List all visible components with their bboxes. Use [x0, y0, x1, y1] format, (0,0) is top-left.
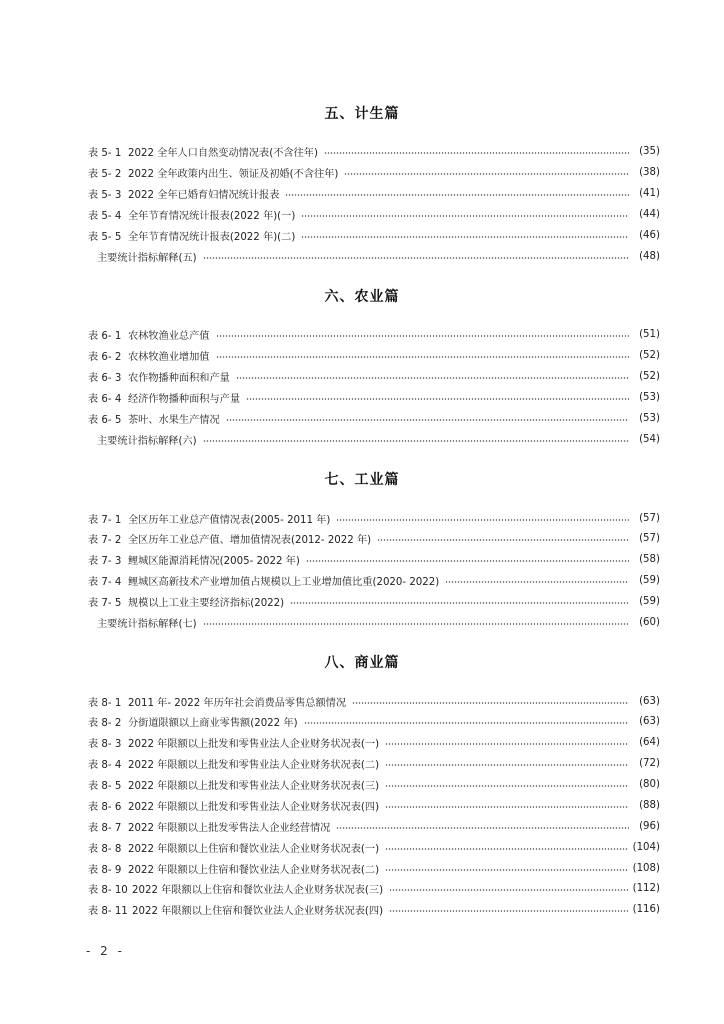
- entry-title: 2022 年限额以上批发和零售业法人企业财务状况表(二): [128, 759, 380, 771]
- entry-title: 2022 全年已婚育妇情况统计报表: [128, 189, 280, 201]
- dot-leader: [290, 601, 629, 605]
- entry-title: 全区历年工业总产值、增加值情况表(2012- 2022 年): [128, 534, 372, 546]
- toc-note-entry[interactable]: [97, 248, 660, 264]
- dot-leader: [352, 701, 629, 705]
- table-number: 表 5- 4: [88, 210, 122, 222]
- entry-title: 分街道限额以上商业零售额(2022 年): [128, 717, 298, 729]
- section-heading: 七、工业篇: [324, 472, 400, 488]
- section-heading: 六、农业篇: [324, 289, 400, 305]
- entry-title: 规模以上工业主要经济指标(2022): [128, 597, 285, 609]
- page-ref: (51): [639, 328, 660, 340]
- dot-leader: [246, 397, 629, 401]
- dot-leader: [385, 742, 629, 746]
- toc-entry[interactable]: [88, 185, 660, 201]
- table-number: 表 5- 2: [88, 168, 122, 180]
- entry-title: 2022 年限额以上批发和零售业法人企业财务状况表(三): [128, 780, 380, 792]
- toc-entry[interactable]: [88, 818, 660, 834]
- table-number: 表 7- 4: [88, 576, 122, 588]
- dot-leader: [304, 721, 629, 725]
- toc-entry[interactable]: [88, 368, 660, 384]
- table-number: 表 6- 4: [88, 393, 122, 405]
- entry-title: 全年节育情况统计报表(2022 年)(一): [128, 210, 296, 222]
- page-ref: (57): [639, 512, 660, 524]
- toc-entry[interactable]: [88, 693, 660, 709]
- table-number: 表 7- 5: [88, 597, 122, 609]
- table-number: 表 8- 2: [88, 717, 122, 729]
- page-ref: (88): [639, 799, 660, 811]
- dot-leader: [389, 888, 628, 892]
- toc-entry[interactable]: [88, 734, 660, 750]
- page-ref: (116): [632, 903, 660, 915]
- page-ref: (59): [639, 574, 660, 586]
- page-ref: (72): [639, 757, 660, 769]
- toc-entry[interactable]: [88, 839, 660, 855]
- dot-leader: [389, 909, 628, 913]
- page-ref: (104): [632, 841, 660, 853]
- dot-leader: [203, 439, 629, 443]
- toc-entry[interactable]: [88, 572, 660, 588]
- entry-title: 鲤城区能源消耗情况(2005- 2022 年): [128, 555, 300, 567]
- entry-title: 2022 全年人口自然变动情况表(不含往年): [128, 147, 318, 159]
- table-number: 表 8- 3: [88, 738, 122, 750]
- table-number: 表 8- 5: [88, 780, 122, 792]
- toc-entry[interactable]: [88, 530, 660, 546]
- dot-leader: [324, 151, 629, 155]
- dot-leader: [236, 376, 629, 380]
- toc-entry[interactable]: [88, 901, 660, 917]
- toc-entry[interactable]: [88, 776, 660, 792]
- entry-title: 鲤城区高新技术产业增加值占规模以上工业增加值比重(2020- 2022): [128, 576, 440, 588]
- table-number: 表 8- 6: [88, 801, 122, 813]
- table-number: 表 7- 1: [88, 514, 122, 526]
- toc-entry[interactable]: [88, 510, 660, 526]
- page-ref: (57): [639, 532, 660, 544]
- table-number: 表 8- 9: [88, 864, 122, 876]
- entry-title: 2022 年限额以上住宿和餐饮业法人企业财务状况表(三): [132, 884, 384, 896]
- table-number: 表 8- 8: [88, 843, 122, 855]
- table-number: 表 5- 5: [88, 231, 122, 243]
- page-ref: (54): [639, 433, 660, 445]
- dot-leader: [385, 847, 628, 851]
- toc-note-entry[interactable]: [97, 614, 660, 630]
- dot-leader: [445, 580, 629, 584]
- table-number: 表 7- 2: [88, 534, 122, 546]
- dot-leader: [203, 622, 629, 626]
- page-ref: (63): [639, 695, 660, 707]
- entry-title: 2022 年限额以上住宿和餐饮业法人企业财务状况表(一): [128, 843, 380, 855]
- toc-entry[interactable]: [88, 551, 660, 567]
- page-ref: (53): [639, 391, 660, 403]
- dot-leader: [385, 805, 629, 809]
- dot-leader: [344, 172, 629, 176]
- entry-title: 经济作物播种面积与产量: [128, 393, 241, 405]
- toc-entry[interactable]: [88, 206, 660, 222]
- table-number: 表 8- 1: [88, 697, 122, 709]
- dot-leader: [216, 334, 630, 338]
- entry-title: 主要统计指标解释(六): [97, 435, 197, 447]
- page-ref: (80): [639, 778, 660, 790]
- entry-title: 2022 全年政策内出生、领证及初婚(不含往年): [128, 168, 339, 180]
- entry-title: 2022 年限额以上住宿和餐饮业法人企业财务状况表(四): [132, 905, 384, 917]
- entry-title: 2022 年限额以上批发和零售业法人企业财务状况表(一): [128, 738, 380, 750]
- toc-entry[interactable]: [88, 593, 660, 609]
- page-ref: (58): [639, 553, 660, 565]
- toc-entry[interactable]: [88, 410, 660, 426]
- entry-title: 全年节育情况统计报表(2022 年)(二): [128, 231, 296, 243]
- entry-title: 主要统计指标解释(五): [97, 252, 197, 264]
- table-number: 表 5- 3: [88, 189, 122, 201]
- page-ref: (41): [639, 187, 660, 199]
- page-number: - 2 -: [86, 944, 125, 958]
- section-heading: 五、计生篇: [324, 106, 400, 122]
- toc-entry[interactable]: [88, 227, 660, 243]
- table-number: 表 8- 10: [88, 884, 128, 896]
- page-ref: (53): [639, 412, 660, 424]
- toc-entry[interactable]: [88, 326, 660, 342]
- entry-title: 2022 年限额以上批发零售法人企业经营情况: [128, 822, 331, 834]
- table-number: 表 6- 1: [88, 330, 122, 342]
- dot-leader: [301, 235, 629, 239]
- page-ref: (35): [639, 145, 660, 157]
- dot-leader: [385, 763, 629, 767]
- entry-title: 2011 年- 2022 年历年社会消费品零售总额情况: [128, 697, 347, 709]
- table-number: 表 8- 11: [88, 905, 128, 917]
- dot-leader: [306, 559, 629, 563]
- toc-entry[interactable]: [88, 143, 660, 159]
- toc-entry[interactable]: [88, 164, 660, 180]
- table-number: 表 6- 3: [88, 372, 122, 384]
- dot-leader: [385, 784, 629, 788]
- page-ref: (60): [639, 616, 660, 628]
- page-ref: (64): [639, 736, 660, 748]
- page-ref: (96): [639, 820, 660, 832]
- toc-note-entry[interactable]: [97, 431, 660, 447]
- entry-title: 2022 年限额以上住宿和餐饮业法人企业财务状况表(二): [128, 864, 380, 876]
- toc-entry[interactable]: [88, 713, 660, 729]
- table-number: 表 8- 7: [88, 822, 122, 834]
- page-ref: (44): [639, 208, 660, 220]
- page-ref: (46): [639, 229, 660, 241]
- toc-entry[interactable]: [88, 860, 660, 876]
- dot-leader: [216, 355, 630, 359]
- dot-leader: [377, 538, 629, 542]
- toc-entry[interactable]: [88, 347, 660, 363]
- toc-entry[interactable]: [88, 755, 660, 771]
- dot-leader: [301, 214, 629, 218]
- dot-leader: [336, 518, 629, 522]
- table-number: 表 7- 3: [88, 555, 122, 567]
- table-number: 表 5- 1: [88, 147, 122, 159]
- entry-title: 茶叶、水果生产情况: [128, 414, 220, 426]
- dot-leader: [285, 193, 629, 197]
- toc-entry[interactable]: [88, 797, 660, 813]
- page-ref: (63): [639, 715, 660, 727]
- entry-title: 全区历年工业总产值情况表(2005- 2011 年): [128, 514, 331, 526]
- page-ref: (112): [632, 882, 660, 894]
- page-ref: (38): [639, 166, 660, 178]
- entry-title: 农作物播种面积和产量: [128, 372, 230, 384]
- dot-leader: [203, 256, 629, 260]
- table-number: 表 6- 2: [88, 351, 122, 363]
- entry-title: 主要统计指标解释(七): [97, 618, 197, 630]
- page-ref: (48): [639, 250, 660, 262]
- dot-leader: [385, 868, 628, 872]
- dot-leader: [226, 418, 629, 422]
- dot-leader: [336, 826, 629, 830]
- table-number: 表 6- 5: [88, 414, 122, 426]
- page-ref: (59): [639, 595, 660, 607]
- section-heading: 八、商业篇: [324, 655, 400, 671]
- entry-title: 2022 年限额以上批发和零售业法人企业财务状况表(四): [128, 801, 380, 813]
- page-ref: (52): [639, 370, 660, 382]
- toc-entry[interactable]: [88, 389, 660, 405]
- entry-title: 农林牧渔业增加值: [128, 351, 210, 363]
- toc-entry[interactable]: [88, 880, 660, 896]
- entry-title: 农林牧渔业总产值: [128, 330, 210, 342]
- page-ref: (108): [632, 862, 660, 874]
- page-ref: (52): [639, 349, 660, 361]
- table-number: 表 8- 4: [88, 759, 122, 771]
